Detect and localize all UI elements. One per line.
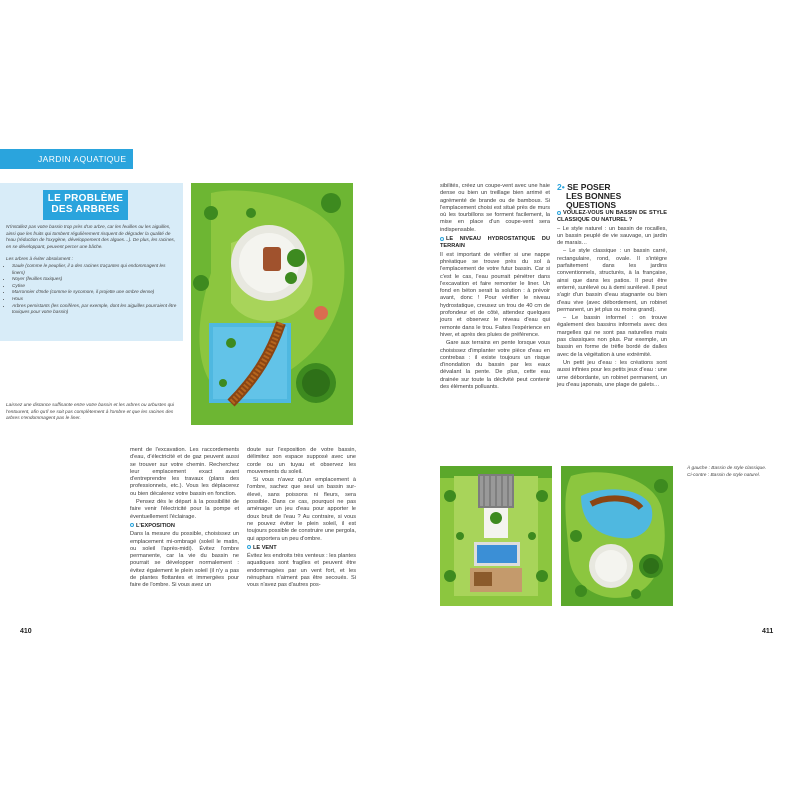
circle-icon <box>130 523 134 527</box>
paragraph: Il est important de vérifier si une nappe phréatique se trouve près du sol à l'emplacement de votre futur bassin. Car si c'est le cas, l'eau pourrait pénétrer dans l'excavation et faire remonter le liner. Un fond en béton serait la solution : à prévoir avant, donc ! Pour vérifier le niveau hydrostatique, creusez un trou de 40 cm de profondeur et de côté, attendez quelques jours et observez le niveau d'eau qui remonte dans le trou. Faites l'expérience en hiver, et après des pluies de préférence. <box>440 251 550 338</box>
subheading-vent: LE VENT <box>247 545 356 552</box>
garden-illustration-trees <box>191 183 353 425</box>
box-title-line1: LE PROBLÈME <box>47 193 124 204</box>
box-intro: N'installez pas votre bassin trop près d'un arbre, car les feuilles ou les aiguilles, ainsi que les fruits qui tombent régulièrement risquent de dégrader la qualité de l'eau (réduction de l'oxygène, développement des algues…). De plus, les racines, en se développant, peuvent percer une bâche. <box>6 224 176 249</box>
section-number: 2• <box>557 182 565 192</box>
paragraph: – Le style classique : un bassin carré, rectangulaire, rond, ovale. Il s'intègre parfaitement dans les jardins conventionnels, structurés, à la française, ainsi que dans les patios. Il peut être enterré, surélevé ou à demi surélevé. Il peut s'agir d'un bassin d'eau stagnante ou bien d'eau vive (avec débordement, un robinet permanent, un jet plus ou moins grand). <box>557 248 667 313</box>
subheading-niveau: LE NIVEAU HYDROSTATIQUE DU TERRAIN <box>440 236 550 250</box>
paragraph: Si vous n'avez qu'un emplacement à l'ombre, sachez que seul un bassin sur-élevé, sans poissons ni fleurs, sera possible. Dans ce cas, pourquoi ne pas aménager un jeu d'eau pour apporter le doux bruit de l'eau ? Au contraire, si vous ne pouvez éviter le plein soleil, il est toujours possible de construire une pergola, qui apportera un peu d'ombre. <box>247 477 356 542</box>
box-text <box>6 224 179 316</box>
section-title-line1: SE POSER <box>567 182 611 192</box>
page-number-left: 410 <box>20 628 32 635</box>
tree-list <box>6 263 179 316</box>
paragraph: Un petit jeu d'eau : les créations sont aussi infinies pour les petits jeux d'eau : une urne débordante, un robinet permanent, un jeu d'eau japonais, une plage de galets… <box>557 359 667 388</box>
box-list-title: Les arbres à éviter absolument : <box>6 256 73 262</box>
list-item: • Marronnier d'Inde (comme le sycomore, il projette une ombre dense) <box>12 289 179 296</box>
page-number-right: 411 <box>762 628 774 635</box>
caption-left: Laissez une distance suffisante entre votre bassin et les arbres ou arbustes qui l'entourent, afin qu'il ne soit pas complètement à l'ombre et que les racines des arbres n'endommagent pas le liner. <box>6 403 174 421</box>
section-title-line2: LES BONNES QUESTIONS <box>566 191 622 210</box>
paragraph: Gare aux terrains en pente lorsque vous choisissez d'implanter votre pièce d'eau en contrebas : il existe toujours un risque d'inondation du bassin par les eaux dévalant la pente. De plus, cette eau drainée sur toute la déclivité peut contenir des éléments polluants. <box>440 340 550 391</box>
paragraph: Évitez les endroits très venteux : les plantes aquatiques sont fragiles et peuvent être endommagées par un vent fort, et les nénuphars n'aiment pas être secoués. Si vous n'avez pas d'autres pos- <box>247 553 356 589</box>
section-title <box>557 183 667 210</box>
list-item: • Noyer (feuilles toxiques) <box>12 276 179 283</box>
text-column-3 <box>440 183 550 392</box>
list-item: • Saule (comme le peuplier, il a des racines traçantes qui endommagent les liners) <box>12 263 179 276</box>
caption-right: À gauche : Bassin de style classique. Ci-contre : Bassin de style naturel. <box>687 466 767 478</box>
circle-icon <box>247 545 251 549</box>
box-title <box>43 190 128 220</box>
list-item: • Arbres persistants (les conifères, par exemple, dont les aiguilles pourraient être toxiques pour votre bassin) <box>12 303 179 316</box>
circle-icon <box>557 211 561 215</box>
list-item: • Cytise <box>12 283 179 290</box>
text-column-2 <box>247 447 356 591</box>
section-header: JARDIN AQUATIQUE <box>0 149 133 169</box>
circle-icon <box>440 237 444 241</box>
box-title-line2: DES ARBRES <box>51 204 120 215</box>
text-column-4 <box>557 208 667 390</box>
paragraph: Pensez dès le départ à la possibilité de faire venir l'électricité pour la pompe et éventuellement l'éclairage. <box>130 499 239 520</box>
paragraph: – Le bassin informel : on trouve également des bassins informels avec des margelles qui ne sont pas naturelles mais pas classiques non plus. Par exemple, un bassin en forme de trèfle bordé de dalles avec de la végétation à une extrémité. <box>557 315 667 358</box>
paragraph: – Le style naturel : un bassin de rocailles, un bassin peuplé de vie sauvage, un jardin de marais… <box>557 225 667 247</box>
natural-basin-illustration <box>561 466 673 606</box>
classic-basin-illustration <box>440 466 552 606</box>
paragraph: sibilités, créez un coupe-vent avec une haie dense ou bien un treillage bien arrimé et agrémenté de brande ou de bambous. Si l'emplacement choisi est situé près de murs où les tourbillons se forment facilement, la mise en place d'un coupe-vent sera indispensable. <box>440 183 550 233</box>
text-column-1 <box>130 447 239 591</box>
paragraph: ment de l'excavation. Les raccordements d'eau, d'électricité et de gaz peuvent aussi se trouver sur votre chemin. Recherchez leur emplacement exact avant d'entreprendre les travaux (plans des professionnels, etc.). Vous les déplacerez ou bien décalerez votre bassin en fonction. <box>130 447 239 497</box>
paragraph: Dans la mesure du possible, choisissez un emplacement mi-ombragé (soleil le matin, ou soleil l'après-midi). Évitez l'ombre permanente, car la vie du bassin ne pourrait se développer normalement : évitez également le plein soleil (il n'y a pas de plantes flottantes et immergées pour faire de l'ombre. Si vous avez un <box>130 531 239 589</box>
paragraph: doute sur l'exposition de votre bassin, délimitez son espace supposé avec une corde ou un tuyau et observez les mouvements du soleil. <box>247 447 356 475</box>
list-item: • Houx <box>12 296 179 303</box>
subheading-exposition: L'EXPOSITION <box>130 523 239 530</box>
subheading-style: VOULEZ-VOUS UN BASSIN DE STYLE CLASSIQUE OU NATUREL ? <box>557 210 667 224</box>
